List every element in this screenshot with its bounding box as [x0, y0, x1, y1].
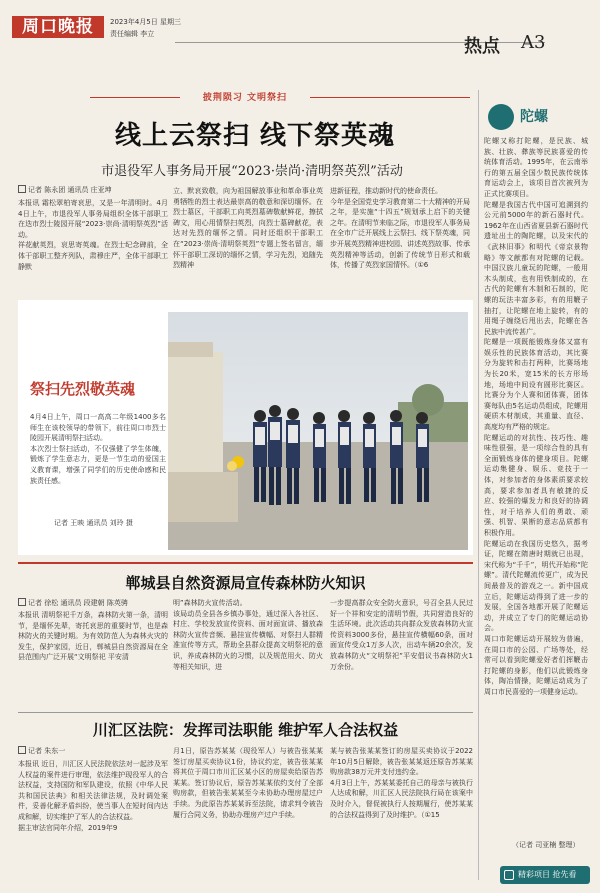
banner-headline: 线上云祭扫 线下祭英魂 — [114, 121, 396, 151]
banner-byline — [18, 185, 112, 195]
sidebar-icon — [488, 104, 514, 130]
court-col-2: 月1日，原告苏某某（现役军人）与被告张某某签订房屋买卖协议1份，协议约定，被告张某某将其位于周口市川汇区某小区的房屋卖给原告苏某某。签订协议后，原告苏某某依约支付了全部购房款，但被告张某某至今未协助办理房屋过户手续。为此原告苏某某诉至法院，请求判令被告履行合同义务，协助办理房产过户手续。 — [173, 747, 323, 819]
court-col-3: 某与被告张某某签订的房屋买卖协议于2022年10月5日解除，被告张某某返还原告苏某某购房款38万元并支付违约金。 4月3日上午，苏某某委托自己的母亲与被执行人达成和解，川汇区人民法院执行局在该案中及时介入，督促被执行人按期履行，使苏某某的合法权益得到了及时维护。（①15 — [330, 747, 473, 819]
sidebar-divider — [478, 90, 479, 880]
forest-col-2: 明”森林防火宣传活动。 该局动员全县各乡镇办事处，通过深入各社区、村庄、学校发放宣传资料、面对面宣讲、播放森林防火宣传音频、悬挂宣传横幅、对祭扫人群精准宣传等方式，帮助全县群众提高文明祭祀的意识，养成森林防火的习惯，以及规范用火、防火等相关知识，进 — [173, 599, 323, 671]
masthead — [0, 0, 600, 60]
sidebar — [482, 100, 590, 880]
page-number: A3 — [521, 32, 546, 53]
photo-story-title: 祭扫先烈敬英魂 — [30, 380, 136, 398]
banner-col-3: 进新征程，推动新时代的使命责任。 今年是全国党史学习教育第二十大精神的开局之年，是实施“十四五”规划承上启下的关键之年。在清明节来临之际，市退役军人事务局在全市广泛开展线上云祭扫、线下祭英魂，同步开展英烈精神进校园、讲述英烈故事、传承英烈精神等活动，创新了传统节日形式和载体，传播了英烈家国情怀。（①6 — [330, 187, 470, 270]
banner-subheadline: 市退役军人事务局开展“2023·崇尚·清明祭英烈”活动 — [101, 164, 403, 179]
court-top-rule — [18, 712, 473, 713]
forest-col-1: 本报讯 清明祭祀千万条，森林防火第一条，清明节，是缅怀先辈，寄托哀思的重要时节，也是森林防火的关键时期。为有效防范人为森林火灾的发生，保护家园，近日，郸城县自然资源局在全县范围内广泛开展“文明祭祀 平安清 — [18, 611, 168, 662]
section-name: 热点 — [464, 36, 500, 57]
date-line: 2023年4月5日 星期三 — [110, 18, 181, 26]
byline-box-icon — [18, 185, 26, 193]
banner-byline-text: 记者 陈永团 通讯员 庄亚坤 — [28, 186, 112, 194]
court-byline-text: 记者 朱东一 — [28, 747, 66, 755]
forest-top-rule — [18, 562, 473, 564]
memorial-photo — [168, 312, 468, 550]
banner-col-2: 立、默哀致敬，向为祖国解放事业和革命事业英勇牺牲的烈士表达最崇高的敬意和深切缅怀。在烈士墓区，干部职工向英烈墓碑敬献鲜花，擦拭碑文，用心用情祭扫英烈，向烈士墓碑献花，表达对先烈的缅怀之情。同时还组织干部职工在“2023·崇尚·清明祭英烈”专题上签名留言，缅怀干部职工深切的缅怀之情，学习先烈，追随先烈精神 — [173, 187, 323, 270]
byline-box-icon — [18, 598, 26, 606]
footer-badge-text: 精彩项目 抢先看 — [518, 870, 577, 879]
banner-kicker: 披荆陨习 文明祭扫 — [202, 93, 288, 103]
photo-story-caption: 4月4日上午，周口一高高二年级1400多名师生在该校领导的带领下，前往周口市烈士陵园开展清明祭扫活动。 本次烈士祭扫活动，不仅强健了学生体魄，锻炼了学生意志力，更是一节生动的爱国主义教育课，增强了同学们的历史使命感和民族责任感。 — [30, 413, 166, 485]
court-byline — [18, 746, 65, 756]
photo-credit: 记者 王映 通讯员 刘玲 摄 — [54, 519, 133, 527]
forest-byline-text: 记者 徐松 通讯员 段建朝 陈英骋 — [28, 599, 128, 607]
sidebar-text: 陀螺又称打陀螺，是民族、城族、壮族、彝族等民族喜爱的传统体育活动。1995年，在云南举行的第五届全国少数民族传统体育运动会上，该项目首次被列为正式比赛项目。 陀螺是我国古代中国可追溯到约公元前5000年的新石器时代。1962年在山西省夏县新石器时代遗址出土的陶陀螺，以及宋代的《武林旧事》和明代《帝京景物略》等文献都有对陀螺的记载。中国汉族儿童玩的陀螺，一般用木头制成，也有用铁制成的，在古代的陀螺有木制和石制的，陀螺的玩法丰富多彩，有的用鞭子抽打，让陀螺在地上旋转，有的用绳子缠绕后甩出去，陀螺在各民族中流传甚广。 陀螺是一项既能锻炼身体又富有娱乐性的民族体育活动，其比赛分为旋转和击打两种，比赛场地为长20米，宽15米的长方形场地，场地中间设有圆形比赛区。比赛分为个人赛和团体赛，团体赛每队由5名运动员组成，陀螺用硬质木材制成，其重量、直径、高度均有严格的规定。 陀螺运动的对抗性、技巧性、趣味性很强，是一项综合性的具有全面锻炼身体的健身项目。陀螺运动集健身、娱乐、竞技于一体，对参加者的身体素质要求较高，要求参加者具有敏捷的反应、较强的爆发力和良好的协调性，对于培养人们的勇敢、顽强、机智、果断的意志品质都有积极作用。 陀螺运动在我国历史悠久，据考证，陀螺在隋唐时期就已出现，宋代称为“千千”，明代开始称“陀螺”。清代陀螺流传更广，成为民间最普及的游戏之一。新中国成立后，陀螺运动得到了进一步的发展，全国各地都开展了陀螺运动，并成立了专门的陀螺运动协会。 周口市陀螺运动开展较为普遍，在周口市的公园、广场等处，经常可以看到陀螺爱好者们挥鞭击打陀螺的身影，他们以此锻炼身体，陶冶情操，陀螺运动成为了周口市民喜爱的一项健身运动。 — [484, 137, 588, 696]
paper-name: 周口晚报 — [12, 16, 104, 38]
forest-byline — [18, 598, 128, 608]
footer-badge-icon — [504, 870, 514, 880]
footer-badge — [500, 866, 590, 884]
court-col-1: 本报讯 近日，川汇区人民法院依法对一起涉及军人权益的案件进行审理，依法维护现役军人的合法权益，支持国防和军队建设，依照《中华人民共和国民法典》和相关法律法规，及时调处案件，妥善化解矛盾纠纷，使当事人在短时间内达成和解，切实维护了军人的合法权益。 据主审法官同年介绍，2019年9 — [18, 760, 168, 832]
photo-story — [18, 300, 473, 555]
banner-kicker-rule-left — [90, 97, 180, 98]
editor-line: 责任编辑 李立 — [110, 30, 155, 38]
forest-col-3: 一步提高群众安全防火意识，号召全县人民过好一个祥和安定的清明节假，共同营造良好的生活环境。此次活动共向群众发放森林防火宣传资料3000多份，悬挂宣传横幅60条，面对面宣传受众1万多人次，出动车辆20余次，发放森林防火“文明祭祀”平安倡议书森林防火1万余份。 — [330, 599, 473, 671]
sidebar-credit: （记者 司亚楠 整理） — [512, 841, 580, 849]
byline-box-icon — [18, 746, 26, 754]
banner-col-1: 本报讯 霜松翠柏寄哀思，又是一年清明时。4月4日上午，市退役军人事务局组织全体干部职工在迭市烈士陵园开展“2023·崇尚·清明祭英烈”活动。 祥花献英烈，哀思寄英魂。在烈士纪念碑前，全体干部职工整齐列队，肃穆庄严，全体干部职工静默 — [18, 199, 168, 271]
forest-headline: 郸城县自然资源局宣传森林防火知识 — [125, 574, 366, 592]
sidebar-title: 陀螺 — [520, 109, 548, 125]
banner-kicker-rule-right — [310, 97, 470, 98]
court-headline: 川汇区法院：发挥司法职能 维护军人合法权益 — [92, 721, 399, 739]
